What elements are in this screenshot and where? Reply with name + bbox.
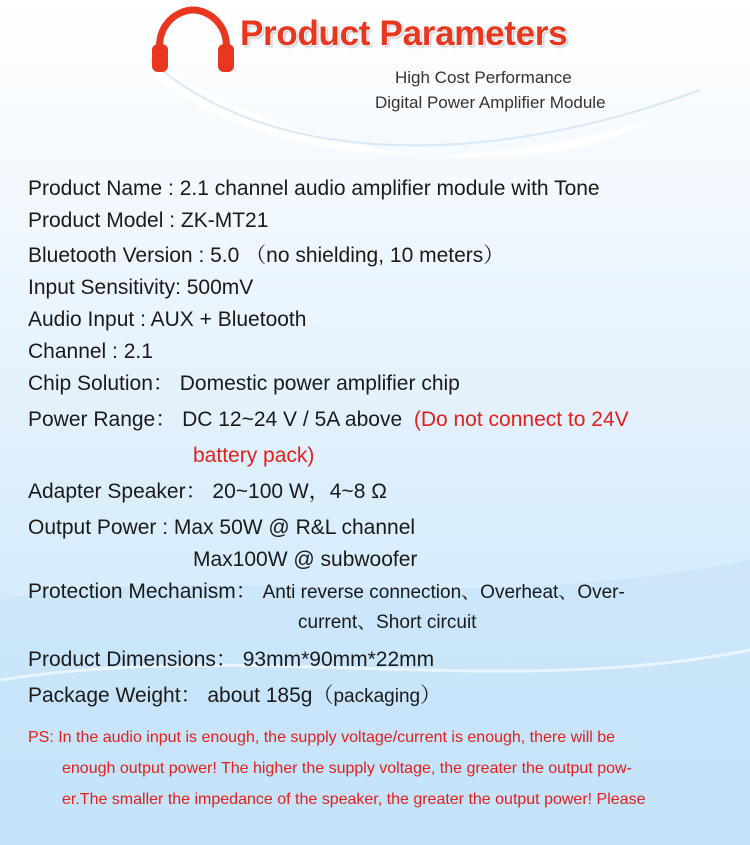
product-dimensions: Product Dimensions： 93mm*90mm*22mm (28, 648, 435, 671)
protection-value-cont: current、Short circuit (298, 612, 477, 633)
package-weight (28, 681, 441, 712)
audio-input: Audio Input : AUX + Bluetooth (28, 308, 307, 331)
power-range (28, 405, 629, 435)
bluetooth-version: Bluetooth Version : 5.0 （no shielding, 10 meters） (28, 244, 505, 267)
ps-line-1: PS: In the audio input is enough, the supply voltage/current is enough, there will be (28, 729, 616, 746)
input-sensitivity: Input Sensitivity: 500mV (28, 276, 254, 299)
product-name: Product Name : 2.1 channel audio amplifier module with Tone (28, 177, 600, 200)
ps-line-2: enough output power! The higher the supply voltage, the greater the output pow- (62, 760, 632, 777)
output-power: Output Power : Max 50W @ R&L channel (28, 516, 416, 539)
protection-value: Anti reverse connection、Overheat、Over- (262, 582, 625, 603)
ps-line-3: er.The smaller the impedance of the speaker, the greater the output power! Please (62, 791, 646, 808)
power-range-label: Power Range： DC 12~24 V / 5A above (28, 408, 403, 431)
output-power-subwoofer: Max100W @ subwoofer (193, 548, 418, 571)
power-range-warning-cont: battery pack) (193, 444, 315, 467)
subtitle-1: High Cost Performance (395, 68, 572, 87)
product-model: Product Model : ZK-MT21 (28, 209, 269, 232)
package-weight-end: ） (420, 684, 442, 707)
headphones-icon (148, 6, 238, 76)
adapter-speaker: Adapter Speaker： 20~100 W，4~8 Ω (28, 480, 387, 503)
header (0, 0, 750, 130)
package-weight-note: packaging (333, 686, 421, 707)
protection-mechanism (28, 577, 625, 608)
subtitle-2: Digital Power Amplifier Module (375, 93, 606, 112)
page-title: Product Parameters (240, 14, 568, 53)
channel: Channel : 2.1 (28, 340, 153, 363)
protection-label: Protection Mechanism： (28, 580, 257, 603)
chip-solution: Chip Solution： Domestic power amplifier chip (28, 372, 460, 395)
package-weight-main: Package Weight： about 185g（ (28, 684, 334, 707)
power-range-warning: (Do not connect to 24V (413, 408, 629, 431)
